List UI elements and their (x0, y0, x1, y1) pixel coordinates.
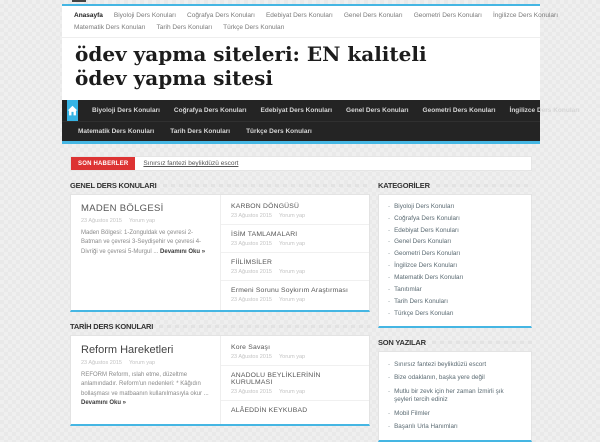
post-title[interactable]: Kore Savaşı (231, 344, 271, 352)
post-list-genel (220, 195, 369, 310)
post-comment-link[interactable]: Yorum yap (278, 354, 306, 361)
main-nav-row-1 (62, 100, 580, 121)
home-button[interactable] (67, 100, 78, 121)
sidebar-item-turkce[interactable]: - Türkçe Ders Konuları (388, 308, 522, 320)
recent-post-link[interactable]: - Başarılı Urla Hanımları (388, 421, 522, 435)
recent-posts-box (378, 351, 532, 442)
main-nav-biyoloji[interactable]: Biyoloji Ders Konuları (92, 107, 160, 115)
featured-article (71, 195, 220, 310)
ticker-headline-link[interactable]: Sınırsız fantezi beylikdüzü escort (143, 160, 239, 168)
post-title[interactable]: Ermeni Sorunu Soykırım Araştırması (231, 287, 349, 295)
post-title[interactable]: İSİM TAMLAMALARI (231, 231, 298, 239)
sidebar-item-geometri[interactable]: - Geometri Ders Konuları (388, 249, 522, 261)
top-nav-row-1 (74, 10, 559, 22)
post-meta (231, 213, 359, 219)
post-date: 23 Ağustos 2015 (231, 389, 272, 396)
main-nav-cografya[interactable]: Coğrafya Ders Konuları (173, 107, 247, 115)
post-date: 23 Ağustos 2015 (231, 269, 272, 276)
post-meta (231, 269, 359, 275)
post-meta (231, 389, 359, 395)
list-item[interactable] (221, 253, 369, 281)
section-box-genel (70, 194, 370, 312)
main-nav-edebiyat[interactable]: Edebiyat Ders Konuları (260, 107, 333, 115)
post-comment-link[interactable]: Yorum yap (278, 241, 306, 248)
news-ticker (70, 156, 532, 171)
top-nav-genel[interactable]: Genel Ders Konuları (343, 12, 403, 19)
sidebar-item-matematik[interactable]: - Matematik Ders Konuları (388, 273, 522, 285)
main-nav-ingilizce[interactable]: İngilizce Ders Konuları (509, 107, 580, 115)
post-date: 23 Ağustos 2015 (231, 297, 272, 304)
sidebar-item-edebiyat[interactable]: - Edebiyat Ders Konuları (388, 225, 522, 237)
list-item[interactable] (221, 338, 369, 366)
section-box-tarih (70, 335, 370, 426)
section-title: GENEL DERS KONULARI (70, 181, 157, 191)
sidebar-item-tanitimlar[interactable]: - Tanıtımlar (388, 285, 522, 297)
article-title[interactable]: MADEN BÖLGESİ (81, 203, 164, 215)
top-nav-matematik[interactable]: Matematik Ders Konuları (74, 24, 146, 31)
article-title[interactable]: Reform Hareketleri (81, 344, 174, 357)
masthead (62, 38, 540, 100)
main-nav-links-1 (78, 100, 580, 121)
sidebar-header-son-yazilar (378, 338, 532, 347)
categories-box (378, 194, 532, 328)
sidebar-item-biyoloji[interactable]: - Biyoloji Ders Konuları (388, 201, 522, 213)
post-meta (231, 297, 359, 303)
section-header-rule (163, 184, 371, 187)
sidebar-item-cografya[interactable]: - Coğrafya Ders Konuları (388, 213, 522, 225)
ticker-badge: SON HABERLER (71, 157, 135, 170)
post-title[interactable]: ANADOLU BEYLİKLERİNİN KURULMASI (231, 372, 321, 387)
post-title[interactable]: KARBON DÖNGÜSÜ (231, 203, 300, 211)
post-date: 23 Ağustos 2015 (231, 213, 272, 220)
top-nav-tarih[interactable]: Tarih Ders Konuları (156, 24, 213, 31)
list-item[interactable] (221, 225, 369, 253)
top-nav-anasayfa[interactable]: Anasayfa (74, 12, 103, 19)
recent-post-link[interactable]: - Sınırsız fantezi beylikdüzü escort (388, 358, 522, 372)
article-date: 23 Ağustos 2015 (81, 360, 122, 367)
sidebar-title: KATEGORİLER (378, 181, 430, 191)
top-nav-geometri[interactable]: Geometri Ders Konuları (413, 12, 482, 19)
top-nav-biyoloji[interactable]: Biyoloji Ders Konuları (113, 12, 177, 19)
clipped-text-fragment (72, 0, 86, 2)
site-title[interactable]: ödev yapma siteleri: EN kaliteli ödev yapma sitesi (75, 42, 427, 90)
post-title[interactable]: ALÂEDDİN KEYKUBAD (231, 407, 308, 415)
article-meta (81, 218, 210, 224)
article-comment-link[interactable]: Yorum yap (128, 218, 156, 225)
article-comment-link[interactable]: Yorum yap (128, 360, 156, 367)
main-content (62, 171, 540, 442)
post-title[interactable]: FİİLİMSİLER (231, 259, 273, 267)
article-meta (81, 360, 210, 366)
featured-article (71, 336, 220, 424)
read-more-link[interactable]: Devamını Oku » (160, 248, 206, 255)
top-nav (62, 6, 559, 38)
post-date: 23 Ağustos 2015 (231, 241, 272, 248)
section-header-rule (432, 341, 532, 344)
home-icon (67, 105, 78, 116)
section-header-tarih (70, 322, 370, 331)
list-item[interactable] (221, 281, 369, 308)
excerpt-text: Maden Bölgesi: 1-Zonguldak ve çevresi 2-Batman ve çevresi 3-Seydişehir ve çevresi 4-Divriği ve çevresi 5-Murgul ... (81, 230, 202, 255)
section-header-rule (159, 325, 370, 328)
post-comment-link[interactable]: Yorum yap (278, 213, 306, 220)
post-date: 23 Ağustos 2015 (231, 354, 272, 361)
main-nav-genel[interactable]: Genel Ders Konuları (346, 107, 409, 115)
article-excerpt (81, 371, 210, 408)
list-item[interactable] (221, 401, 369, 422)
main-nav-turkce[interactable]: Türkçe Ders Konuları (246, 128, 312, 136)
sidebar-item-tarih[interactable]: - Tarih Ders Konuları (388, 297, 522, 309)
excerpt-text: REFORM Reform, ıslah etme, düzeltme anlamındadır. Reform'un nedenleri: * Kâğıdın bollaşması ve matbaanın kullanılmasıyla okur ... (81, 372, 209, 397)
post-list-tarih (220, 336, 369, 424)
post-comment-link[interactable]: Yorum yap (278, 297, 306, 304)
section-header-genel (70, 181, 370, 190)
sidebar-item-ingilizce[interactable]: - İngilizce Ders Konuları (388, 261, 522, 273)
post-comment-link[interactable]: Yorum yap (278, 389, 306, 396)
section-header-rule (436, 184, 532, 187)
sidebar-header-kategoriler (378, 181, 532, 190)
sidebar (378, 181, 532, 442)
recent-post-link[interactable]: - Mobil Filmler (388, 407, 522, 421)
list-item[interactable] (221, 197, 369, 225)
main-nav (62, 100, 580, 144)
recent-post-link[interactable]: - Bize odaklanın, başka yere değil (388, 372, 522, 386)
post-comment-link[interactable]: Yorum yap (278, 269, 306, 276)
sidebar-item-genel[interactable]: - Genel Ders Konuları (388, 237, 522, 249)
read-more-link[interactable]: Devamını Oku » (81, 400, 127, 407)
top-nav-ingilizce[interactable]: İngilizce Ders Konuları (492, 12, 559, 19)
section-title: TARİH DERS KONULARI (70, 322, 154, 332)
post-meta (231, 354, 359, 360)
page-wrapper (62, 0, 580, 442)
post-meta (231, 241, 359, 247)
article-excerpt (81, 229, 210, 257)
top-nav-cografya[interactable]: Coğrafya Ders Konuları (187, 12, 255, 19)
main-nav-row-2 (62, 121, 540, 141)
content-column (70, 181, 370, 426)
top-nav-row-2 (74, 22, 528, 34)
sidebar-title: SON YAZILAR (378, 338, 426, 348)
top-nav-edebiyat[interactable]: Edebiyat Ders Konuları (265, 12, 333, 19)
main-nav-matematik[interactable]: Matematik Ders Konuları (78, 128, 155, 136)
main-nav-tarih[interactable]: Tarih Ders Konuları (170, 128, 231, 136)
recent-post-link[interactable]: - Mutlu bir zevk için her zaman İzmirli şık şeyleri tercih ediniz (388, 385, 522, 407)
list-item[interactable] (221, 366, 369, 401)
main-nav-geometri[interactable]: Geometri Ders Konuları (422, 107, 496, 115)
article-date: 23 Ağustos 2015 (81, 218, 122, 225)
top-nav-turkce[interactable]: Türkçe Ders Konuları (223, 24, 285, 31)
